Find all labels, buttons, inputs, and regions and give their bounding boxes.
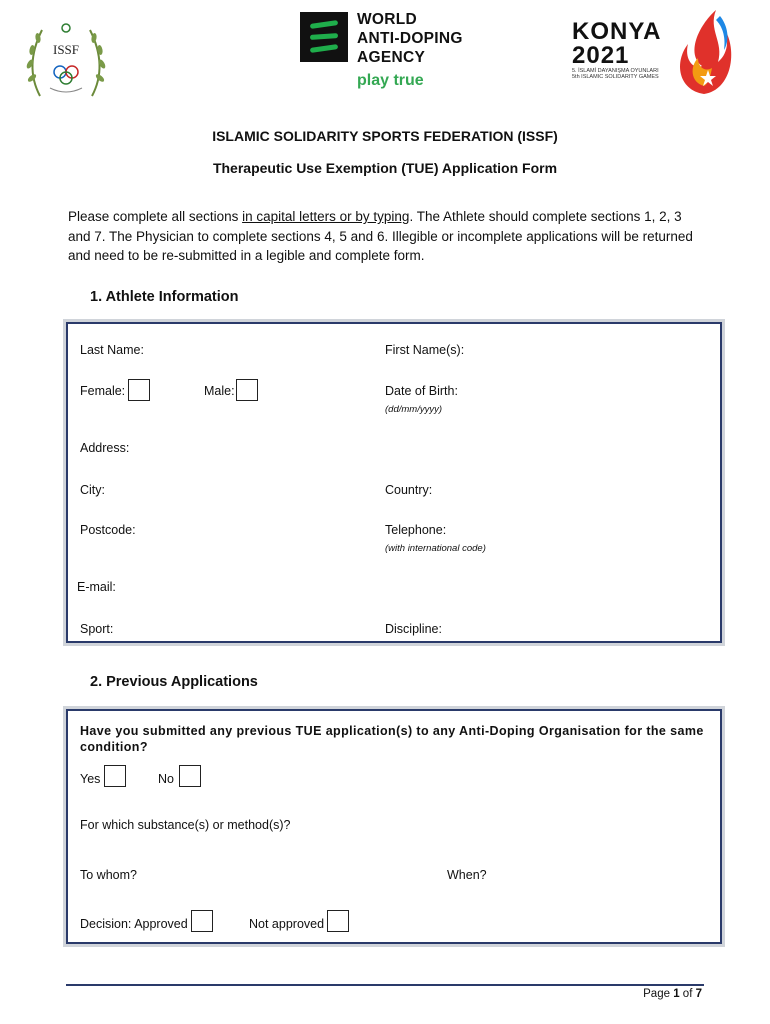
not-approved-checkbox[interactable]: [327, 910, 349, 932]
last-name-label: Last Name:: [80, 343, 144, 357]
wada-tagline: play true: [357, 72, 424, 89]
capital-letters-note: in capital letters or by typing: [242, 209, 410, 224]
telephone-hint: (with international code): [385, 543, 486, 554]
yes-checkbox[interactable]: [104, 765, 126, 787]
male-checkbox[interactable]: [236, 379, 258, 401]
discipline-label: Discipline:: [385, 622, 442, 636]
address-label: Address:: [80, 441, 130, 455]
wada-mark-icon: [300, 12, 348, 62]
konya-title: KONYA 2021: [572, 18, 662, 69]
email-label: E-mail:: [77, 580, 116, 594]
org-title: ISLAMIC SOLIDARITY SPORTS FEDERATION (ISSF): [212, 128, 558, 144]
when-label: When?: [447, 868, 487, 882]
approved-checkbox[interactable]: [191, 910, 213, 932]
svg-text:ISSF: ISSF: [52, 42, 80, 57]
yes-label: Yes: [80, 772, 101, 786]
konya-2021-logo: [568, 6, 738, 98]
flame-icon: [668, 6, 738, 98]
female-label: Female:: [80, 384, 126, 398]
no-checkbox[interactable]: [179, 765, 201, 787]
not-approved-label: Not approved: [249, 917, 325, 931]
substance-label: For which substance(s) or method(s)?: [80, 818, 291, 832]
first-names-label: First Name(s):: [385, 343, 465, 357]
postcode-label: Postcode:: [80, 523, 136, 537]
wada-logo: [300, 10, 480, 92]
section-2-title: 2. Previous Applications: [90, 674, 258, 690]
footer-divider: [66, 984, 704, 986]
female-checkbox[interactable]: [128, 379, 150, 401]
no-label: No: [158, 772, 174, 786]
decision-approved-label: Decision: Approved: [80, 917, 188, 931]
section-1-title: 1. Athlete Information: [90, 289, 239, 305]
to-whom-label: To whom?: [80, 868, 137, 882]
form-title: Therapeutic Use Exemption (TUE) Application Form: [212, 160, 558, 176]
telephone-label: Telephone:: [385, 523, 447, 537]
country-label: Country:: [385, 483, 433, 497]
previous-tue-question: Have you submitted any previous TUE application(s) to any Anti-Doping Organisation for the same condition?: [80, 724, 704, 754]
male-label: Male:: [204, 384, 235, 398]
dob-format-hint: (dd/mm/yyyy): [385, 404, 442, 415]
sport-label: Sport:: [80, 622, 114, 636]
page-number: Page 1 of 7: [643, 988, 702, 1000]
city-label: City:: [80, 483, 105, 497]
wada-name: WORLD ANTI-DOPING AGENCY: [357, 11, 463, 66]
dob-label: Date of Birth:: [385, 384, 458, 398]
intro-paragraph: Please complete all sections in capital letters or by typing. The Athlete should complete sections 1, 2, 3 and 7. The Physician to complete sections 4, 5 and 6. Illegible or incomplete applications will be returned and need to be re-submitted in a legible and complete form.: [68, 209, 693, 263]
konya-subtitle: 5. İSLAMİ DAYANIŞMA OYUNLARI 5th ISLAMIC SOLIDARITY GAMES: [572, 68, 659, 80]
issf-logo: [20, 16, 112, 106]
